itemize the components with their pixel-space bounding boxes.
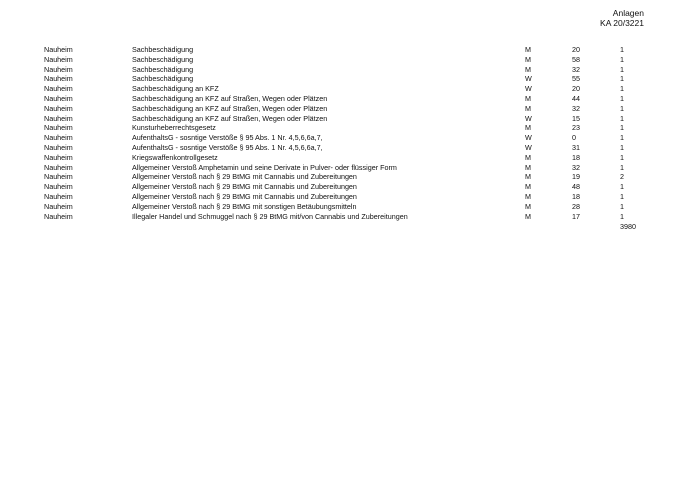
place-cell: Nauheim — [44, 113, 73, 123]
age-cell: 18 — [572, 152, 580, 162]
offense-cell: Sachbeschädigung — [132, 54, 194, 64]
offense-cell: Sachbeschädigung an KFZ — [132, 84, 219, 94]
place-cell: Nauheim — [44, 152, 73, 162]
place-cell: Nauheim — [44, 133, 73, 143]
age-cell: 58 — [572, 54, 580, 64]
sex-cell: W — [525, 142, 532, 152]
sex-cell: W — [525, 133, 532, 143]
count-cell: 1 — [620, 211, 624, 221]
table-row — [44, 153, 644, 163]
sex-cell: M — [525, 103, 531, 113]
age-cell: 48 — [572, 182, 580, 192]
count-cell: 1 — [620, 103, 624, 113]
sex-cell: M — [525, 45, 531, 54]
age-cell: 19 — [572, 172, 580, 182]
place-cell: Nauheim — [44, 45, 73, 54]
page-header — [600, 8, 644, 28]
offense-cell: Sachbeschädigung an KFZ auf Straßen, Wegen oder Plätzen — [132, 113, 328, 123]
count-cell: 1 — [620, 201, 624, 211]
table-row — [44, 104, 644, 114]
place-cell: Nauheim — [44, 172, 73, 182]
offense-cell: Illegaler Handel und Schmuggel nach § 29 BtMG mit/von Cannabis und Zubereitungen — [132, 211, 408, 221]
age-cell: 18 — [572, 191, 580, 201]
table-row — [44, 65, 644, 75]
offense-cell: Allgemeiner Verstoß nach § 29 BtMG mit sonstigen Betäubungsmitteln — [132, 201, 357, 211]
place-cell: Nauheim — [44, 211, 73, 221]
count-cell: 1 — [620, 162, 624, 172]
table-row — [44, 192, 644, 202]
table-row — [44, 163, 644, 173]
age-cell: 0 — [572, 133, 576, 143]
place-cell: Nauheim — [44, 54, 73, 64]
offense-cell: Allgemeiner Verstoß Amphetamin und seine Derivate in Pulver- oder flüssiger Form — [132, 162, 397, 172]
count-cell: 1 — [620, 74, 624, 84]
age-cell: 23 — [572, 123, 580, 133]
sex-cell: W — [525, 74, 532, 84]
place-cell: Nauheim — [44, 182, 73, 192]
age-cell: 55 — [572, 74, 580, 84]
table-row — [44, 74, 644, 84]
count-cell: 1 — [620, 142, 624, 152]
count-cell: 1 — [620, 123, 624, 133]
offense-cell: Allgemeiner Verstoß nach § 29 BtMG mit Cannabis und Zubereitungen — [132, 172, 357, 182]
table-row — [44, 45, 644, 55]
place-cell: Nauheim — [44, 123, 73, 133]
age-cell: 20 — [572, 84, 580, 94]
offense-cell: Allgemeiner Verstoß nach § 29 BtMG mit Cannabis und Zubereitungen — [132, 182, 357, 192]
table-row — [44, 202, 644, 212]
count-cell: 1 — [620, 182, 624, 192]
sex-cell: M — [525, 123, 531, 133]
table-row — [44, 84, 644, 94]
table-row — [44, 114, 644, 124]
table-row — [44, 172, 644, 182]
total-count: 3980 — [620, 222, 636, 231]
offense-cell: Kunsturheberrechtsgesetz — [132, 123, 216, 133]
offense-cell: Sachbeschädigung — [132, 45, 194, 54]
header-annex-label: Anlagen — [612, 8, 644, 18]
offense-table — [44, 45, 644, 221]
table-row — [44, 55, 644, 65]
count-cell: 1 — [620, 54, 624, 64]
header-reference-number: KA 20/3221 — [600, 18, 644, 28]
table-row — [44, 143, 644, 153]
sex-cell: M — [525, 64, 531, 74]
age-cell: 17 — [572, 211, 580, 221]
count-cell: 1 — [620, 84, 624, 94]
offense-cell: Kriegswaffenkontrollgesetz — [132, 152, 218, 162]
offense-cell: AufenthaltsG - sosntige Verstöße § 95 Abs. 1 Nr. 4,5,6,6a,7, — [132, 133, 323, 143]
table-row — [44, 123, 644, 133]
place-cell: Nauheim — [44, 201, 73, 211]
age-cell: 32 — [572, 64, 580, 74]
offense-cell: Allgemeiner Verstoß nach § 29 BtMG mit Cannabis und Zubereitungen — [132, 191, 357, 201]
sex-cell: W — [525, 113, 532, 123]
table-row — [44, 182, 644, 192]
place-cell: Nauheim — [44, 142, 73, 152]
table-row — [44, 94, 644, 104]
count-cell: 1 — [620, 93, 624, 103]
place-cell: Nauheim — [44, 103, 73, 113]
sex-cell: M — [525, 201, 531, 211]
sex-cell: W — [525, 84, 532, 94]
place-cell: Nauheim — [44, 162, 73, 172]
age-cell: 32 — [572, 162, 580, 172]
place-cell: Nauheim — [44, 74, 73, 84]
sex-cell: M — [525, 211, 531, 221]
age-cell: 15 — [572, 113, 580, 123]
offense-cell: Sachbeschädigung — [132, 64, 194, 74]
offense-cell: Sachbeschädigung — [132, 74, 194, 84]
offense-cell: AufenthaltsG - sosntige Verstöße § 95 Abs. 1 Nr. 4,5,6,6a,7, — [132, 142, 323, 152]
place-cell: Nauheim — [44, 93, 73, 103]
age-cell: 32 — [572, 103, 580, 113]
place-cell: Nauheim — [44, 191, 73, 201]
offense-cell: Sachbeschädigung an KFZ auf Straßen, Wegen oder Plätzen — [132, 93, 328, 103]
count-cell: 1 — [620, 133, 624, 143]
count-cell: 1 — [620, 191, 624, 201]
table-row — [44, 133, 644, 143]
place-cell: Nauheim — [44, 64, 73, 74]
sex-cell: M — [525, 172, 531, 182]
count-cell: 1 — [620, 113, 624, 123]
table-row — [44, 212, 644, 222]
age-cell: 44 — [572, 93, 580, 103]
age-cell: 28 — [572, 201, 580, 211]
place-cell: Nauheim — [44, 84, 73, 94]
sex-cell: M — [525, 152, 531, 162]
count-cell: 1 — [620, 45, 624, 54]
count-cell: 2 — [620, 172, 624, 182]
sex-cell: M — [525, 162, 531, 172]
sex-cell: M — [525, 54, 531, 64]
count-cell: 1 — [620, 152, 624, 162]
offense-cell: Sachbeschädigung an KFZ auf Straßen, Wegen oder Plätzen — [132, 103, 328, 113]
age-cell: 31 — [572, 142, 580, 152]
sex-cell: M — [525, 182, 531, 192]
age-cell: 20 — [572, 45, 580, 54]
sex-cell: M — [525, 93, 531, 103]
sex-cell: M — [525, 191, 531, 201]
count-cell: 1 — [620, 64, 624, 74]
